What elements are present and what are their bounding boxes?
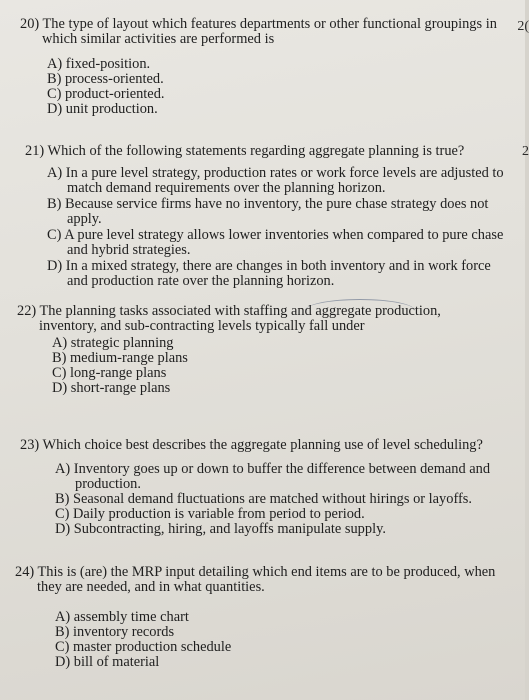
option-d: D) short-range plans [52,380,171,396]
option-c: C) product-oriented. [47,86,165,102]
question-text: 21) Which of the following statements regarding aggregate planning is true? [25,143,465,159]
option-c: C) A pure level strategy allows lower inventories when compared to pure chase and hybrid strategies. [47,227,504,258]
option-c: C) master production schedule [55,639,232,655]
question-text: 22) The planning tasks associated with staffing and aggregate production, inventory, and sub-contracting levels typically fall under [17,303,441,334]
option-b: B) inventory records [55,624,175,640]
option-d: D) In a mixed strategy, there are changes in both inventory and in work force and production rate over the planning horizon. [47,258,491,289]
question-text: 23) Which choice best describes the aggregate planning use of level scheduling? [20,437,483,453]
option-d: D) Subcontracting, hiring, and layoffs manipulate supply. [55,521,386,537]
option-b: B) medium-range plans [52,350,188,366]
answer-options [55,610,515,670]
option-b: B) process-oriented. [47,71,164,87]
points-label: 2 [522,144,529,159]
answer-options [47,57,507,117]
option-d: D) unit production. [47,101,158,117]
option-a: A) In a pure level strategy, production rates or work force levels are adjusted to match demand requirements over the planning horizon. [47,165,504,196]
question-text: 20) The type of layout which features departments or other functional groupings in which similar activities are performed is [20,16,497,47]
option-a: A) assembly time chart [55,609,189,625]
question-text: 24) This is (are) the MRP input detailing which end items are to be produced, when they are needed, and in what quantities. [15,564,496,595]
option-c: C) long-range plans [52,365,167,381]
option-a: A) fixed-position. [47,56,151,72]
option-c: C) Daily production is variable from period to period. [55,506,365,522]
option-a: A) strategic planning [52,335,174,351]
answer-options [47,166,507,290]
answer-options [55,462,515,537]
points-label: 2( [517,19,529,34]
option-a: A) Inventory goes up or down to buffer the difference between demand and production. [55,461,491,492]
option-b: B) Because service firms have no inventory, the pure chase strategy does not apply. [47,196,489,227]
answer-options [52,336,512,396]
option-d: D) bill of material [55,654,160,670]
option-b: B) Seasonal demand fluctuations are matched without hirings or layoffs. [55,491,472,507]
